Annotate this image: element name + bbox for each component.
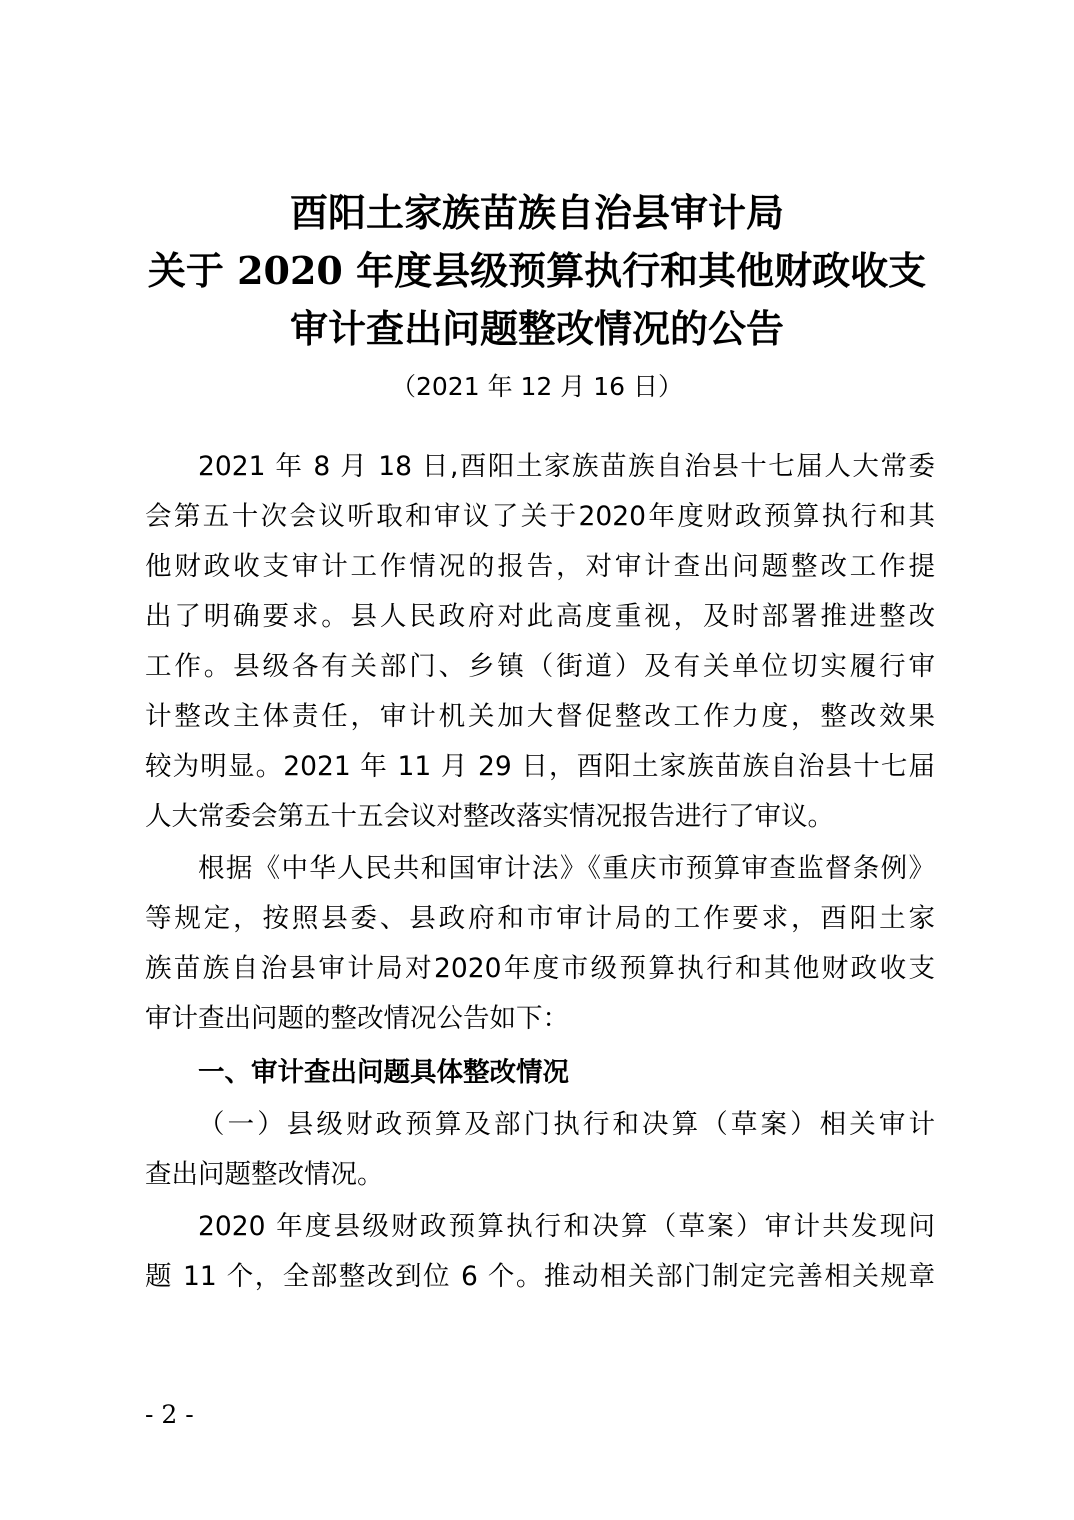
paragraph-1-line: 工作。县级各有关部门、乡镇（街道）及有关单位切实履行审 bbox=[145, 651, 935, 682]
paragraph-1-line: 人大常委会第五十五会议对整改落实情况报告进行了审议。 bbox=[145, 801, 834, 832]
paragraph-1-line: 较为明显。2021 年 11 月 29 日，酉阳土家族苗族自治县十七届 bbox=[145, 751, 935, 782]
page-number: - 2 - bbox=[145, 1400, 194, 1429]
title-line-3: 审计查出问题整改情况的公告 bbox=[289, 306, 784, 351]
paragraph-2-line: 族苗族自治县审计局对2020年度市级预算执行和其他财政收支 bbox=[145, 953, 935, 984]
paragraph-4-line: 2020 年度县级财政预算执行和决算（草案）审计共发现问 bbox=[198, 1211, 935, 1242]
paragraph-1-line: 出了明确要求。县人民政府对此高度重视，及时部署推进整改 bbox=[145, 601, 935, 632]
paragraph-4-line: 题 11 个，全部整改到位 6 个。推动相关部门制定完善相关规章 bbox=[145, 1261, 935, 1292]
paragraph-1-line: 他财政收支审计工作情况的报告，对审计查出问题整改工作提 bbox=[145, 551, 935, 582]
paragraph-2-line: 根据《中华人民共和国审计法》《重庆市预算审查监督条例》 bbox=[198, 853, 935, 884]
paragraph-1-line: 会第五十次会议听取和审议了关于2020年度财政预算执行和其 bbox=[145, 501, 935, 532]
paragraph-1-line: 2021 年 8 月 18 日,酉阳土家族苗族自治县十七届人大常委 bbox=[198, 451, 935, 482]
publication-date: （2021 年 12 月 16 日） bbox=[391, 372, 683, 401]
section-heading: 一、审计查出问题具体整改情况 bbox=[198, 1057, 569, 1088]
title-line-1: 酉阳土家族苗族自治县审计局 bbox=[289, 190, 784, 235]
paragraph-3-line: 查出问题整改情况。 bbox=[145, 1159, 384, 1190]
paragraph-2-line: 等规定，按照县委、县政府和市审计局的工作要求，酉阳土家 bbox=[145, 903, 935, 934]
paragraph-3-line: （一）县级财政预算及部门执行和决算（草案）相关审计 bbox=[198, 1109, 935, 1140]
paragraph-2-line: 审计查出问题的整改情况公告如下： bbox=[145, 1003, 569, 1034]
paragraph-1-line: 计整改主体责任，审计机关加大督促整改工作力度，整改效果 bbox=[145, 701, 935, 732]
title-line-2: 关于 2020 年度县级预算执行和其他财政收支 bbox=[147, 248, 927, 293]
